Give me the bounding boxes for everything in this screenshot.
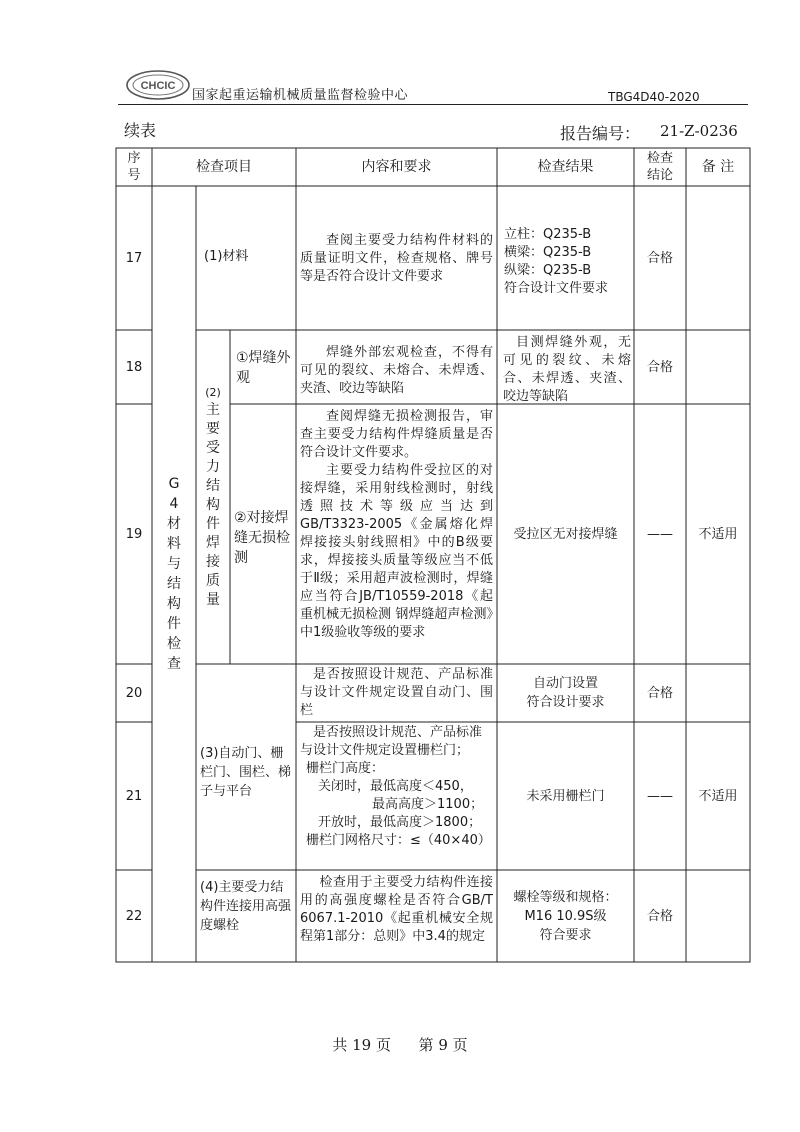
header-result: 检查结果 (537, 158, 594, 175)
header-content: 内容和要求 (361, 158, 432, 175)
conclusion-cell: —— (647, 788, 673, 804)
result-cell: 螺栓等级和规格： M16 10.9S级 符合要求 (513, 889, 618, 943)
subsub-weld-appearance: ①焊缝外观 (236, 350, 291, 386)
conclusion-cell: —— (647, 526, 673, 542)
conclusion-cell: 合格 (646, 359, 673, 375)
conclusion-cell: 合格 (646, 250, 673, 266)
page-number: 第 9 页 (418, 1036, 468, 1054)
subitem-material: (1)材料 (204, 249, 249, 264)
result-cell: 自动门设置 符合设计要求 (526, 676, 605, 710)
logo-text: CHCIC (140, 80, 176, 92)
content-cell: 是否按照设计规范、产品标准与设计文件规定设置自动门、围栏 (300, 667, 493, 718)
org-name: 国家起重运输机械质量监督检验中心 (192, 88, 409, 103)
group-g4: G4材料与结构件检查 (167, 476, 181, 672)
header-item: 检查项目 (196, 158, 252, 175)
result-cell: 未采用栅栏门 (526, 788, 605, 804)
continued-label: 续表 (124, 121, 157, 140)
row-number: 19 (125, 526, 143, 542)
row-number: 18 (125, 359, 143, 375)
content-cell: 是否按照设计规范、产品标准与设计文件规定设置栅栏门； 栅栏门高度： 关闭时，最低高度＜450， 最高高度＞1100； 开放时，最低高度＞1800； 栅栏门网格尺寸：≤（40×40） (300, 725, 491, 848)
row-number: 17 (125, 250, 143, 266)
report-number-label: 报告编号： (560, 124, 641, 143)
content-cell: 检查用于主要受力结构件连接用的高强度螺栓是否符合GB/T 6067.1-2010《起重机械安全规程第1部分：总则》中3.4的规定 (300, 875, 493, 944)
doc-code: TBG4D40-2020 (608, 90, 700, 104)
result-cell: 受拉区无对接焊缝 (513, 526, 618, 542)
remarks-cell: 不适用 (698, 526, 738, 542)
row-number: 20 (125, 685, 143, 701)
subsub-butt-weld-ndt: ②对接焊缝无损检测 (234, 510, 290, 566)
conclusion-cell: 合格 (646, 685, 673, 701)
header-seq: 序号 (127, 151, 141, 183)
header-conclusion: 检查结论 (646, 151, 673, 183)
subitem-doors: (3)自动门、栅栏门、围栏、梯子与平台 (200, 746, 292, 799)
content-cell: 查阅主要受力结构件材料的质量证明文件，检查规格、牌号等是否符合设计文件要求 (300, 233, 493, 284)
total-pages: 共 19 页 (332, 1036, 391, 1054)
conclusion-cell: 合格 (646, 908, 673, 924)
subitem-bolts: (4)主要受力结构件连接用高强度螺栓 (200, 880, 292, 933)
remarks-cell: 不适用 (698, 788, 738, 804)
row-number: 21 (125, 788, 143, 804)
content-cell: 查阅焊缝无损检测报告，审查主要受力结构件焊缝质量是否符合设计文件要求。 主要受力结构件受拉区的对接焊缝，采用射线检测时，射线透照技术等级应当达到GB/T3323-2005《金属熔化焊焊接接头射线照相》中的B级要求，焊接接头质量等级应当不低于Ⅱ级；采用超声波检测时，焊缝应当符合JB/T10559-2018《起重机械无损检测 钢焊缝超声检测》中1级验收等级的要求 (300, 409, 493, 640)
row-number: 22 (125, 908, 143, 924)
result-cell: 目测焊缝外观，无可见的裂纹、未熔合、未焊透、夹渣、咬边等缺陷 (503, 335, 631, 404)
header-remarks: 备 注 (701, 158, 735, 175)
subitem-welds: (2) 主要受力结构件焊接质量 (205, 385, 221, 608)
report-number: 21-Z-0236 (660, 122, 738, 140)
result-cell: 立柱：Q235-B 横梁：Q235-B 纵梁：Q235-B 符合设计文件要求 (504, 227, 609, 296)
content-cell: 焊缝外部宏观检查，不得有可见的裂纹、未熔合、未焊透、夹渣、咬边等缺陷 (300, 345, 493, 396)
page-footer (0, 1034, 800, 1055)
